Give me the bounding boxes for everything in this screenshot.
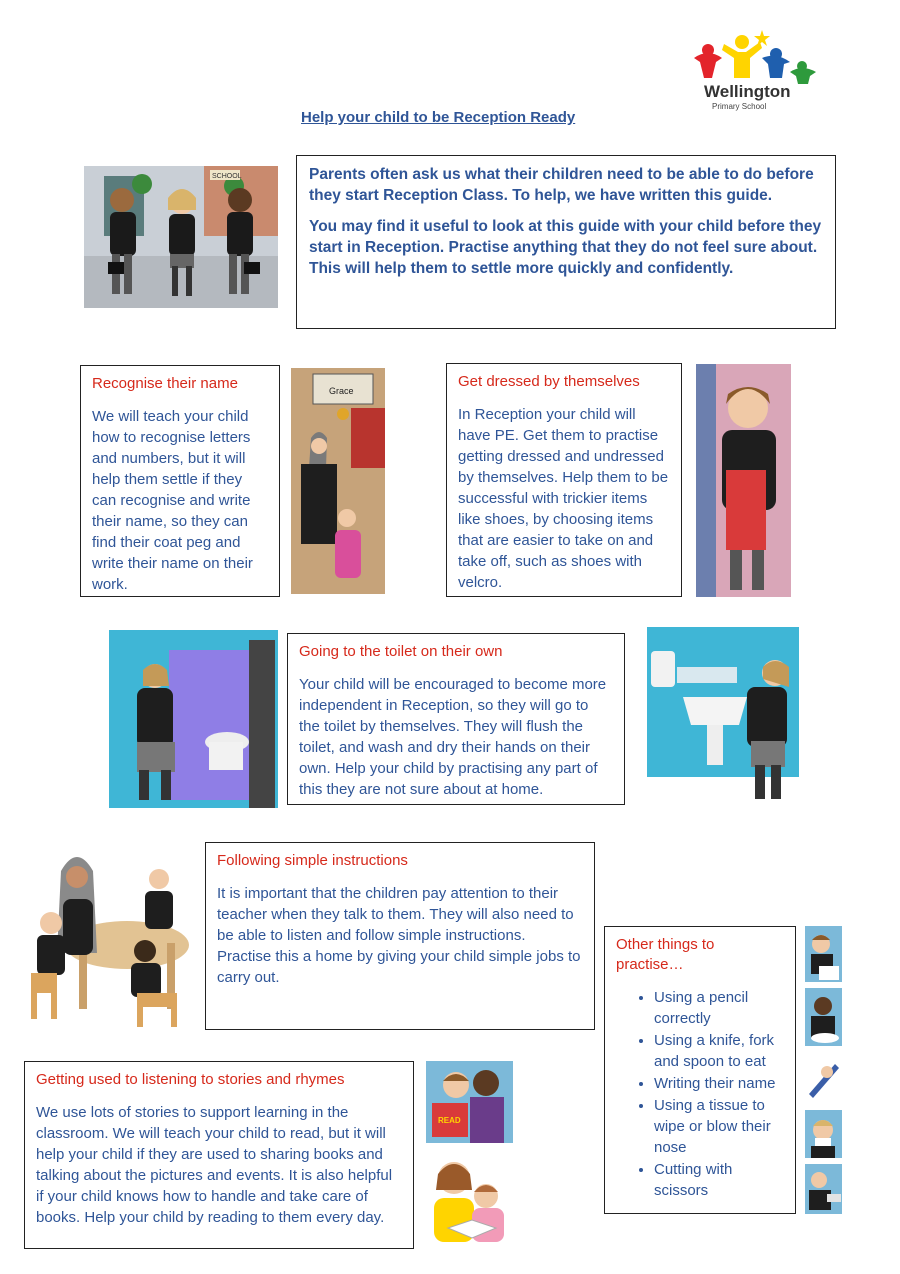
section-other-things [604, 926, 796, 1214]
section-title: Recognise their name [92, 375, 238, 392]
pencil-thumbnail [805, 926, 842, 982]
section-body: Your child will be encouraged to become more independent in Reception, so they will go to the toilet by themselves. They will flush the toilet, and wash and dry their hands on their own. Help your child by practising any part of this they are not sure about at home. [299, 676, 607, 798]
section-instructions [205, 842, 595, 1030]
section-get-dressed [446, 363, 682, 597]
page-title: Help your child to be Reception Ready [301, 109, 576, 126]
book-label: READ [438, 1116, 461, 1125]
school-sign-text: SCHOOL [212, 173, 242, 180]
writing-thumbnail [805, 1054, 842, 1104]
coat-peg-illustration [291, 368, 385, 594]
list-item: • Writing their name [654, 1073, 784, 1094]
handwashing-illustration [647, 627, 799, 805]
classroom-table-illustration [27, 843, 198, 1031]
peg-label: Grace [329, 386, 354, 396]
scissors-thumbnail [805, 1164, 842, 1214]
section-stories [24, 1061, 414, 1249]
toilet-illustration [109, 630, 278, 808]
section-title: Other things to practise… [616, 936, 715, 973]
section-title: Get dressed by themselves [458, 373, 640, 390]
other-things-list [616, 987, 784, 1201]
list-item: • Cutting with scissors [654, 1159, 784, 1201]
logo-subtitle: Primary School [712, 102, 767, 111]
reading-with-parent-illustration [428, 1150, 513, 1246]
section-recognise-name [80, 365, 280, 597]
section-title: Going to the toilet on their own [299, 643, 503, 660]
section-title: Getting used to listening to stories and rhymes [36, 1071, 345, 1088]
logo-figures-icon [690, 28, 820, 88]
getting-dressed-illustration [696, 364, 791, 597]
intro-paragraph-1: Parents often ask us what their children need to be able to do before they start Reception Class. To help, we have written this guide. [309, 166, 814, 204]
intro-illustration [84, 166, 278, 308]
section-body: We use lots of stories to support learning in the classroom. We will teach your child to read, but it will help your child if they are used to sharing books and talking about the pictures and events. It is also helpful if your child knows how to handle and take care of books. Help your child by reading to them every day. [36, 1104, 393, 1226]
section-body: We will teach your child how to recognise letters and numbers, but it will help them settle if they can recognise and write their name, so they can find their coat peg and write their name on their work. [92, 408, 253, 593]
list-item: • Using a pencil correctly [654, 987, 784, 1029]
section-body: In Reception your child will have PE. Get them to practise getting dressed and undressed by themselves. Help them to be successful with trickier items like shoes, by choosing items that are easier to take on and take off, such as shoes with velcro. [458, 406, 669, 591]
logo-name: Wellington [704, 82, 791, 101]
school-logo [690, 28, 820, 114]
section-body: It is important that the children pay attention to their teacher when they talk to them. They will also need to be able to listen and follow simple instructions. Practise this a home by giving your child simple jobs to carry out. [217, 885, 581, 986]
intro-box [296, 155, 836, 329]
list-item: • Using a knife, fork and spoon to eat [654, 1030, 784, 1072]
section-title: Following simple instructions [217, 852, 408, 869]
section-toilet [287, 633, 625, 805]
reading-book-illustration [426, 1061, 513, 1143]
list-item: • Using a tissue to wipe or blow their nose [654, 1095, 784, 1158]
intro-paragraph-2: You may find it useful to look at this guide with your child before they start in Reception. Practise anything that they do not feel sure about. This will help them to settle more quickly and confidently. [309, 218, 822, 277]
cutlery-thumbnail [805, 988, 842, 1046]
tissue-thumbnail [805, 1110, 842, 1158]
